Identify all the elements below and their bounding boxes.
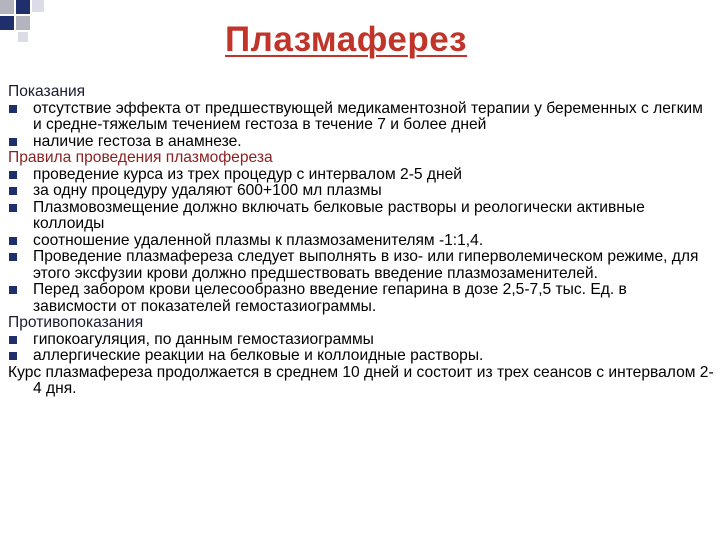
list-item: отсутствие эффекта от предшествующей медикаментозной терапии у беременных с легким и средне-тяжелым течением гестоза в течение 7 и более дней: [8, 101, 714, 134]
contraindications-heading: Противопоказания: [8, 314, 144, 331]
list-item: проведение курса из трех процедур с интервалом 2-5 дней: [8, 167, 714, 184]
list-item: наличие гестоза в анамнезе.: [8, 134, 714, 151]
bullet-square-icon: [9, 253, 17, 261]
list-item: гипокоагуляция, по данным гемостазиограммы: [8, 332, 714, 349]
bullet-square-icon: [9, 187, 17, 195]
bullet-square-icon: [9, 237, 17, 245]
course-summary: Курс плазмафереза продолжается в среднем 10 дней и состоит из трех сеансов с интервалом 2-4 дня.: [8, 363, 714, 397]
list-item: Перед забором крови целесообразно введение гепарина в дозе 2,5-7,5 тыс. Ед. в зависмости от показателей гемостазиограммы.: [8, 282, 714, 315]
bullet-square-icon: [9, 138, 17, 146]
rules-heading: Правила проведения плазмофереза: [8, 149, 273, 166]
indications-heading: Показания: [8, 83, 86, 100]
bullet-square-icon: [9, 352, 17, 360]
list-item: Плазмовозмещение должно включать белковые растворы и реологически активные коллоиды: [8, 200, 714, 233]
list-item: аллергические реакции на белковые и коллоидные растворы.: [8, 348, 714, 365]
bullet-square-icon: [9, 171, 17, 179]
list-item: за одну процедуру удаляют 600+100 мл плазмы: [8, 183, 714, 200]
bullet-square-icon: [9, 286, 17, 294]
list-item: соотношение удаленной плазмы к плазмозаменителям -1:1,4.: [8, 233, 714, 250]
bullet-square-icon: [9, 105, 17, 113]
bullet-square-icon: [9, 204, 17, 212]
page-title: Плазмаферез: [225, 20, 468, 59]
bullet-square-icon: [9, 336, 17, 344]
slide-content: [8, 84, 714, 398]
list-item: Проведение плазмафереза следует выполнять в изо- или гиперволемическом режиме, для этого эксфузии крови должно предшествовать введение плазмозаменителей.: [8, 249, 714, 282]
